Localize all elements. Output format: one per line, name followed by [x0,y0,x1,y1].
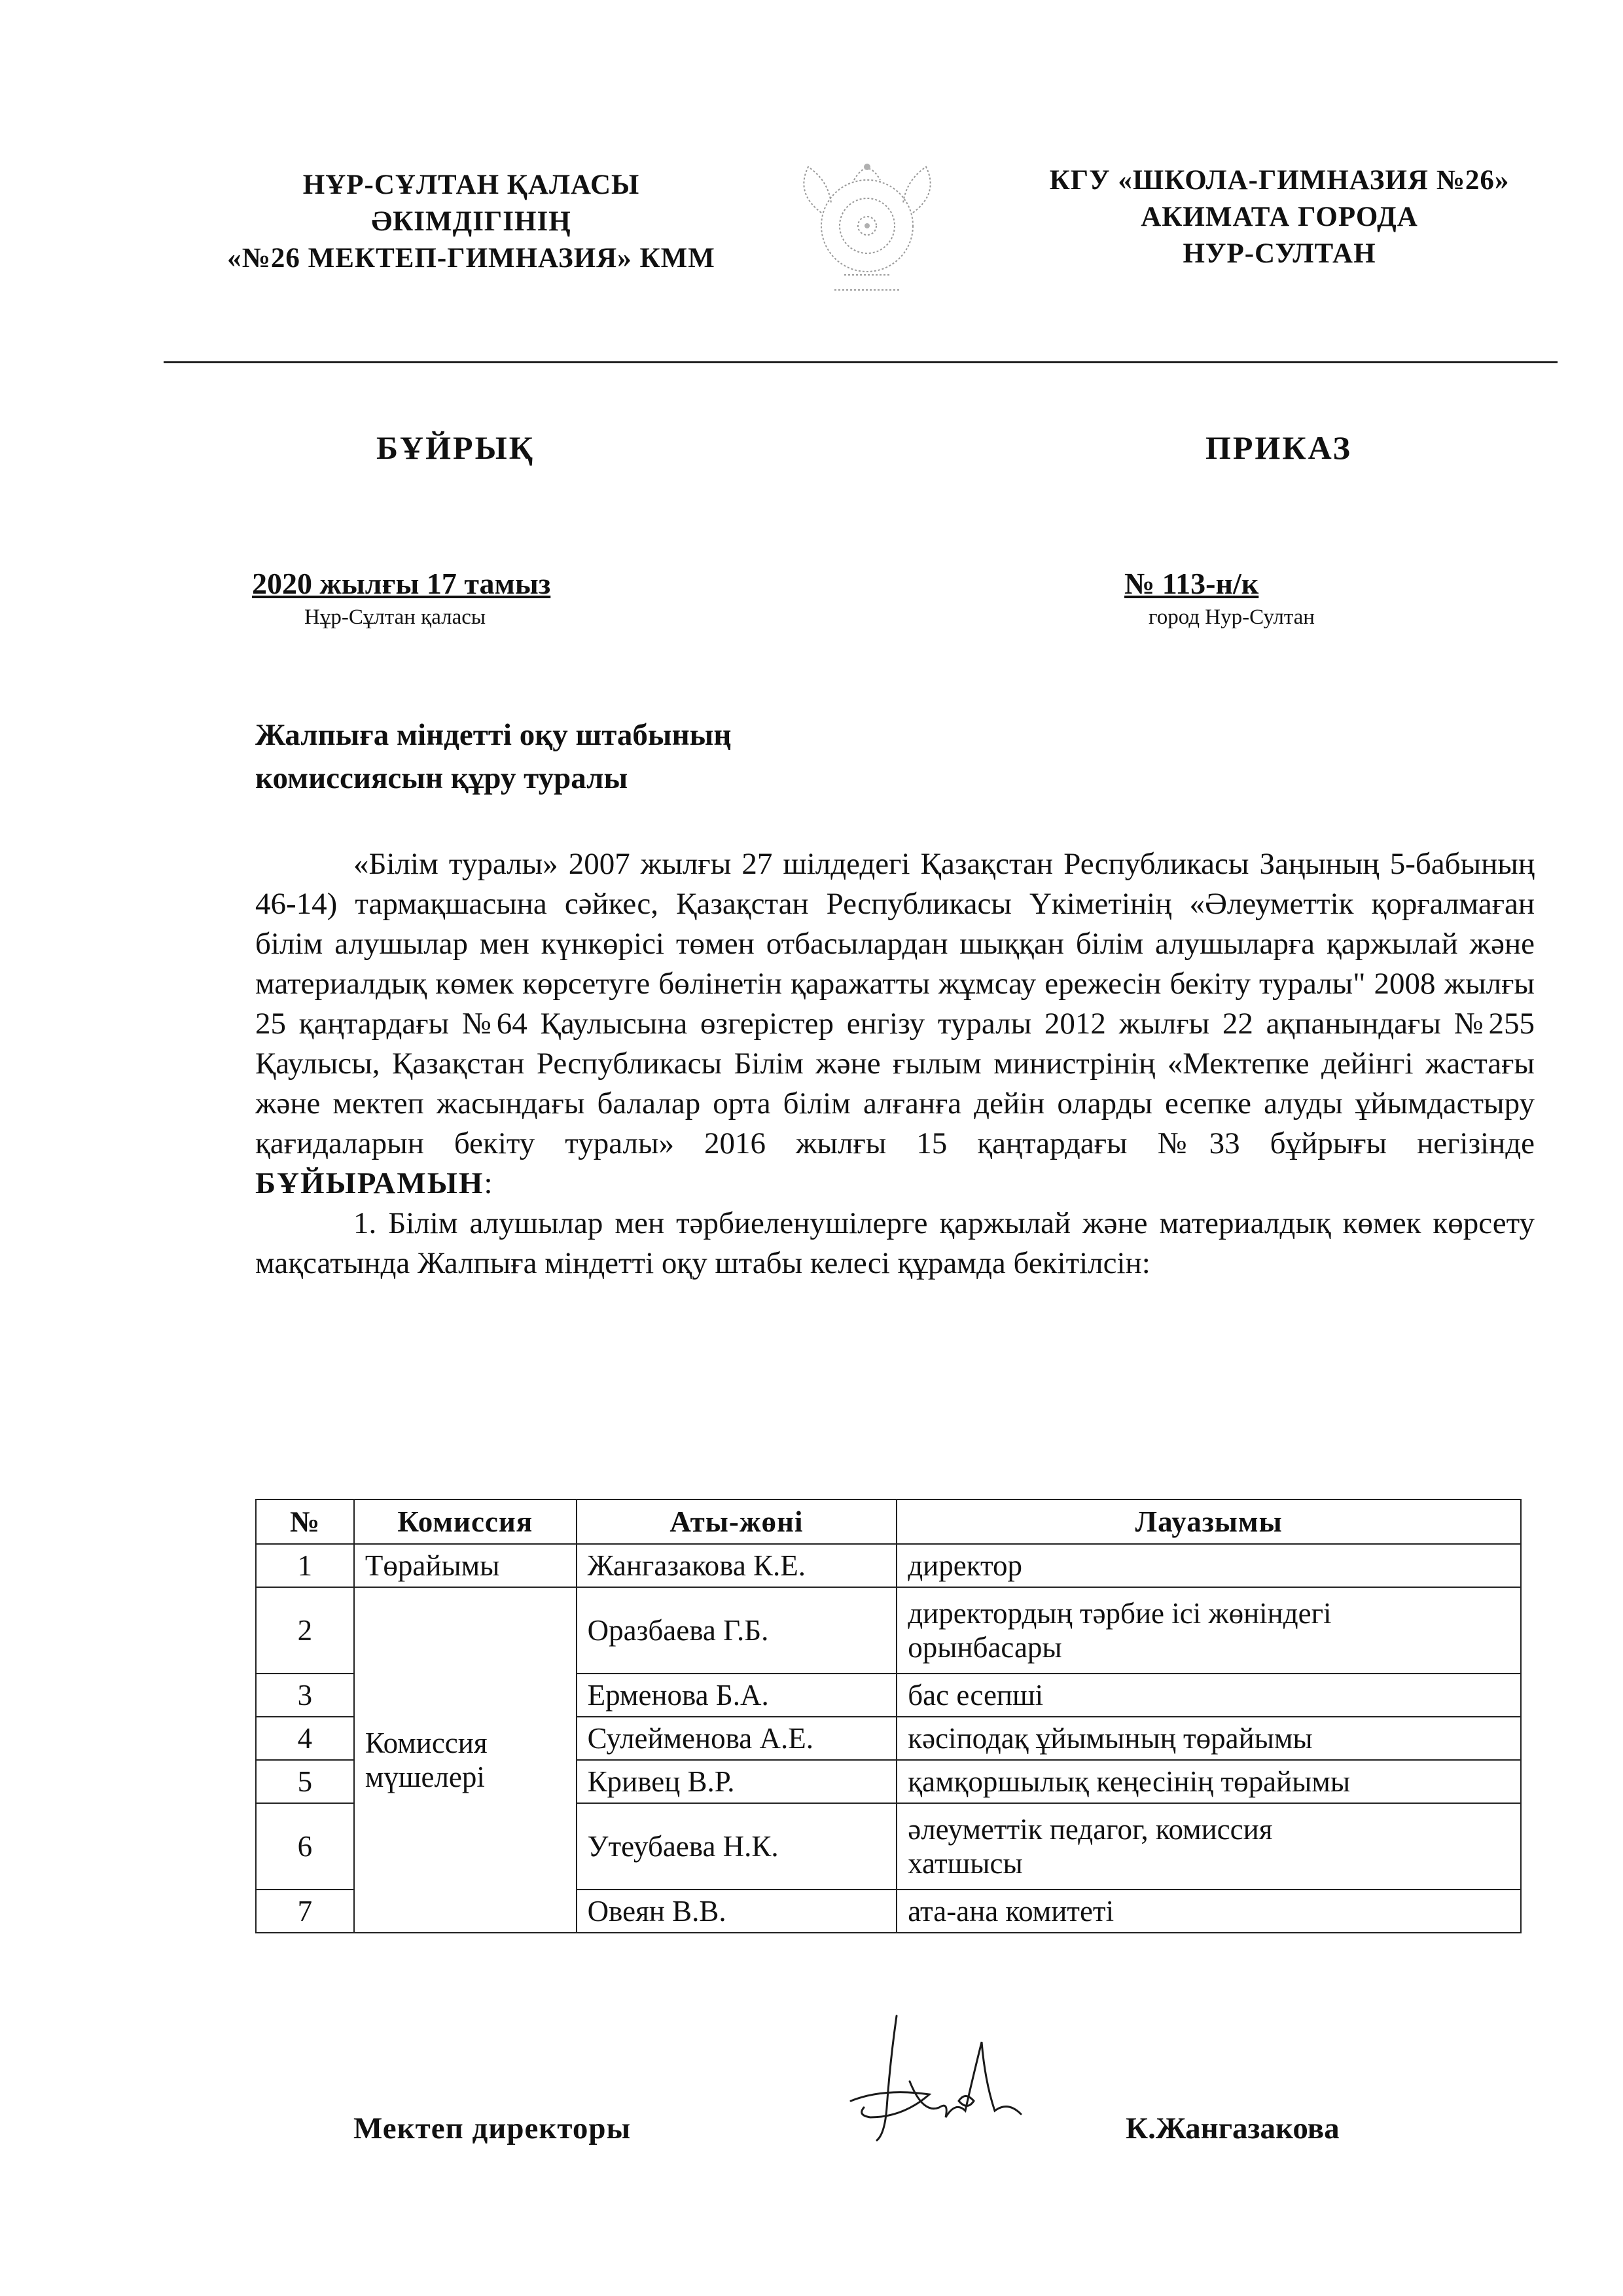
handwritten-signature [825,2003,1041,2153]
member-name: Жангазакова К.Е. [577,1544,897,1587]
commission-table [255,1499,1522,1933]
header-divider [164,361,1558,363]
member-position [897,1587,1521,1674]
org-name-ru-line-3: НУР-СУЛТАН [1183,238,1376,269]
table-row [256,1544,1521,1587]
member-position-line-1: директордың тәрбие ісі жөніндегі [908,1597,1332,1630]
col-header-number: № [256,1499,354,1544]
order-subject-line-1: Жалпыға міндетті оқу штабының [255,718,732,752]
org-name-kz [177,167,766,277]
row-number: 1 [256,1544,354,1587]
row-number: 2 [256,1587,354,1674]
preamble-text: «Білім туралы» 2007 жылғы 27 шілдедегі Қазақстан Республикасы Заңының 5-бабының 46-14) тармақшасына сәйкес, Қазақстан Республикасы Үкіметінің «Әлеуметтік қорғалмаған білім алушылар мен күнкөрісі төмен отбасылардан шыққан білім алушыларға қаржылай және материалдық көмек көрсетуге бөлінетін қаражатты жұмсау ережесін бекіту туралы" 2008 жылғы 25 қаңтардағы №64 Қаулысына өзгерістер енгізу туралы 2012 жылғы 22 ақпанындағы №255 Қаулысы, Қазақстан Республикасы Білім және ғылым министрінің «Мектепке дейінгі жастағы және мектеп жасындағы балалар орта білім алғанға дейін оларды есепке алуды ұйымдастыру қағидаларын бекіту туралы» 2016 жылғы 15 қаңтардағы №33 бұйрығы негізінде [255,847,1535,1160]
order-word: БҰЙЫРАМЫН [255,1166,484,1200]
order-subject [255,713,731,800]
col-header-position: Лауазымы [897,1499,1521,1544]
table-header-row [256,1499,1521,1544]
preamble-paragraph [255,844,1535,1204]
member-name: Кривец В.Р. [577,1760,897,1803]
row-number: 3 [256,1674,354,1717]
member-position: директор [897,1544,1521,1587]
org-name-kz-line-1: НҰР-СҰЛТАН ҚАЛАСЫ [302,170,640,200]
signatory-title: Мектеп директоры [353,2111,632,2145]
order-date: 2020 жылғы 17 тамыз [252,567,551,600]
member-position: ата-ана комитеті [897,1890,1521,1933]
org-name-kz-line-3: «№26 МЕКТЕП-ГИМНАЗИЯ» КММ [227,243,715,274]
member-position-line-2: орынбасары [908,1631,1062,1664]
member-name: Овеян В.В. [577,1890,897,1933]
col-header-commission: Комиссия [354,1499,577,1544]
member-position: қамқоршылық кеңесінің төрайымы [897,1760,1521,1803]
place-kz: Нұр-Сұлтан қаласы [304,605,486,629]
org-name-ru-line-2: АКИМАТА ГОРОДА [1141,202,1418,232]
clause-1: 1. Білім алушылар мен тәрбиеленушілерге қаржылай және материалдық көмек көрсету мақсатында Жалпыға міндетті оқу штабы келесі құрамда бекітілсін: [255,1206,1535,1280]
members-label-line-1: Комиссия [365,1727,488,1759]
commission-role-members [354,1587,577,1933]
member-name: Утеубаева Н.К. [577,1803,897,1890]
org-name-ru-line-1: КГУ «ШКОЛА-ГИМНАЗИЯ №26» [1049,165,1510,196]
signatory-name: К.Жангазакова [1126,2111,1340,2145]
place-ru: город Нур-Султан [1149,605,1315,629]
org-name-ru [1001,162,1558,272]
row-number: 5 [256,1760,354,1803]
order-body [255,844,1535,1283]
member-position-line-1: әлеуметтік педагог, комиссия [908,1813,1273,1846]
table-row [256,1587,1521,1674]
members-label-line-2: мүшелері [365,1761,485,1793]
member-name: Оразбаева Г.Б. [577,1587,897,1674]
row-number: 4 [256,1717,354,1760]
row-number: 7 [256,1890,354,1933]
member-position-line-2: хатшысы [908,1847,1023,1880]
member-position: бас есепші [897,1674,1521,1717]
member-name: Ерменова Б.А. [577,1674,897,1717]
order-title-ru: ПРИКАЗ [1205,429,1352,466]
state-emblem-icon [782,141,952,311]
order-title-kz: БҰЙРЫҚ [376,429,535,466]
member-position [897,1803,1521,1890]
col-header-name: Аты-жөні [577,1499,897,1544]
member-position: кәсіподақ ұйымының төрайымы [897,1717,1521,1760]
order-subject-line-2: комиссиясын құру туралы [255,761,628,795]
org-name-kz-line-2: ӘКІМДІГІНІҢ [371,206,571,237]
member-name: Сулейменова А.Е. [577,1717,897,1760]
order-number: № 113-н/к [1124,567,1259,600]
order-colon: : [484,1166,493,1200]
row-number: 6 [256,1803,354,1890]
commission-role-chair: Төрайымы [354,1544,577,1587]
